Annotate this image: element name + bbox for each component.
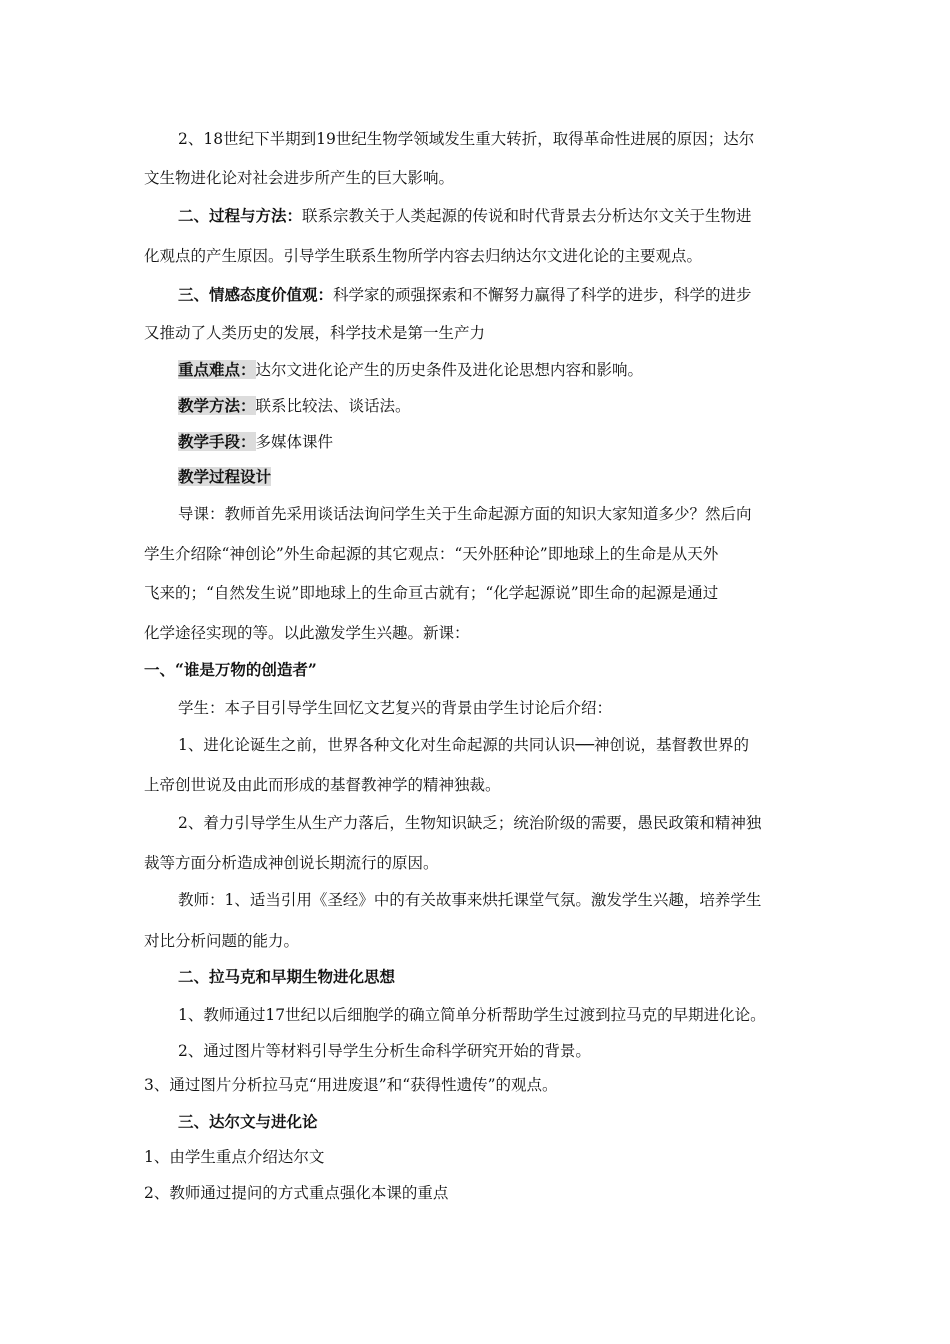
teaching-design-heading xyxy=(178,466,271,488)
values-text: 科学家的顽强探索和不懈努力赢得了科学的进步，科学的进步 xyxy=(333,286,752,304)
section-1-student-line: 学生：本子目引导学生回忆文艺复兴的背景由学生讨论后介绍： xyxy=(178,699,613,717)
section-1-item-2-line-2: 裁等方面分析造成神创说长期流行的原因。 xyxy=(144,854,439,872)
section-3-heading: 三、达尔文与进化论 xyxy=(178,1112,318,1131)
section-1-teacher-line-2: 对比分析问题的能力。 xyxy=(144,932,300,950)
teaching-means-label: 教学手段： xyxy=(178,432,256,451)
section-3-item-2: 2、教师通过提问的方式重点强化本课的重点 xyxy=(144,1184,449,1202)
section-2-heading: 二、拉马克和早期生物进化思想 xyxy=(178,967,396,986)
intro-line-4: 化学途径实现的等。以此激发学生兴趣。新课： xyxy=(144,624,470,642)
paragraph-1-line-1: 2、18世纪下半期到19世纪生物学领域发生重大转折，取得革命性进展的原因；达尔 xyxy=(178,130,755,148)
paragraph-2-line-2: 化观点的产生原因。引导学生联系生物所学内容去归纳达尔文进化论的主要观点。 xyxy=(144,247,703,265)
teaching-design-label: 教学过程设计 xyxy=(178,467,272,486)
key-points-label: 重点难点： xyxy=(178,360,256,379)
teaching-means-text: 多媒体课件 xyxy=(255,433,334,451)
values-heading: 三、情感态度价值观： xyxy=(178,285,334,304)
process-method-heading: 二、过程与方法： xyxy=(178,206,303,225)
section-1-heading: 一、“谁是万物的创造者” xyxy=(144,660,317,679)
intro-line-2: 学生介绍除“神创论”外生命起源的其它观点：“天外胚种论”即地球上的生命是从天外 xyxy=(144,545,719,563)
key-points-line xyxy=(178,359,643,381)
paragraph-3-line-2: 又推动了人类历史的发展，科学技术是第一生产力 xyxy=(144,324,486,342)
section-3-item-1: 1、由学生重点介绍达尔文 xyxy=(144,1148,325,1166)
key-points-text: 达尔文进化论产生的历史条件及进化论思想内容和影响。 xyxy=(255,361,644,379)
paragraph-2-line-1 xyxy=(178,205,752,227)
intro-line-1: 导课：教师首先采用谈话法询问学生关于生命起源方面的知识大家知道多少？然后向 xyxy=(178,505,752,523)
section-1-item-1-line-1: 1、进化论诞生之前，世界各种文化对生命起源的共同认识──神创说，基督教世界的 xyxy=(178,736,750,754)
section-1-teacher-line-1: 教师：1、适当引用《圣经》中的有关故事来烘托课堂气氛。激发学生兴趣，培养学生 xyxy=(178,891,762,909)
section-2-item-3: 3、通过图片分析拉马克“用进废退”和“获得性遗传”的观点。 xyxy=(144,1076,558,1094)
section-2-item-2: 2、通过图片等材料引导学生分析生命科学研究开始的背景。 xyxy=(178,1042,591,1060)
paragraph-3-line-1 xyxy=(178,284,752,306)
section-1-item-2-line-1: 2、着力引导学生从生产力落后，生物知识缺乏；统治阶级的需要，愚民政策和精神独 xyxy=(178,814,762,832)
intro-line-3: 飞来的；“自然发生说”即地球上的生命亘古就有；“化学起源说”即生命的起源是通过 xyxy=(144,584,719,602)
teaching-method-line xyxy=(178,395,411,417)
section-1-item-1-line-2: 上帝创世说及由此而形成的基督教神学的精神独裁。 xyxy=(144,776,501,794)
teaching-method-label: 教学方法： xyxy=(178,396,256,415)
teaching-means-line xyxy=(178,431,333,453)
teaching-method-text: 联系比较法、谈话法。 xyxy=(255,397,411,415)
section-2-item-1: 1、教师通过17世纪以后细胞学的确立简单分析帮助学生过渡到拉马克的早期进化论。 xyxy=(178,1006,766,1024)
process-method-text: 联系宗教关于人类起源的传说和时代背景去分析达尔文关于生物进 xyxy=(302,207,752,225)
paragraph-1-line-2: 文生物进化论对社会进步所产生的巨大影响。 xyxy=(144,169,455,187)
